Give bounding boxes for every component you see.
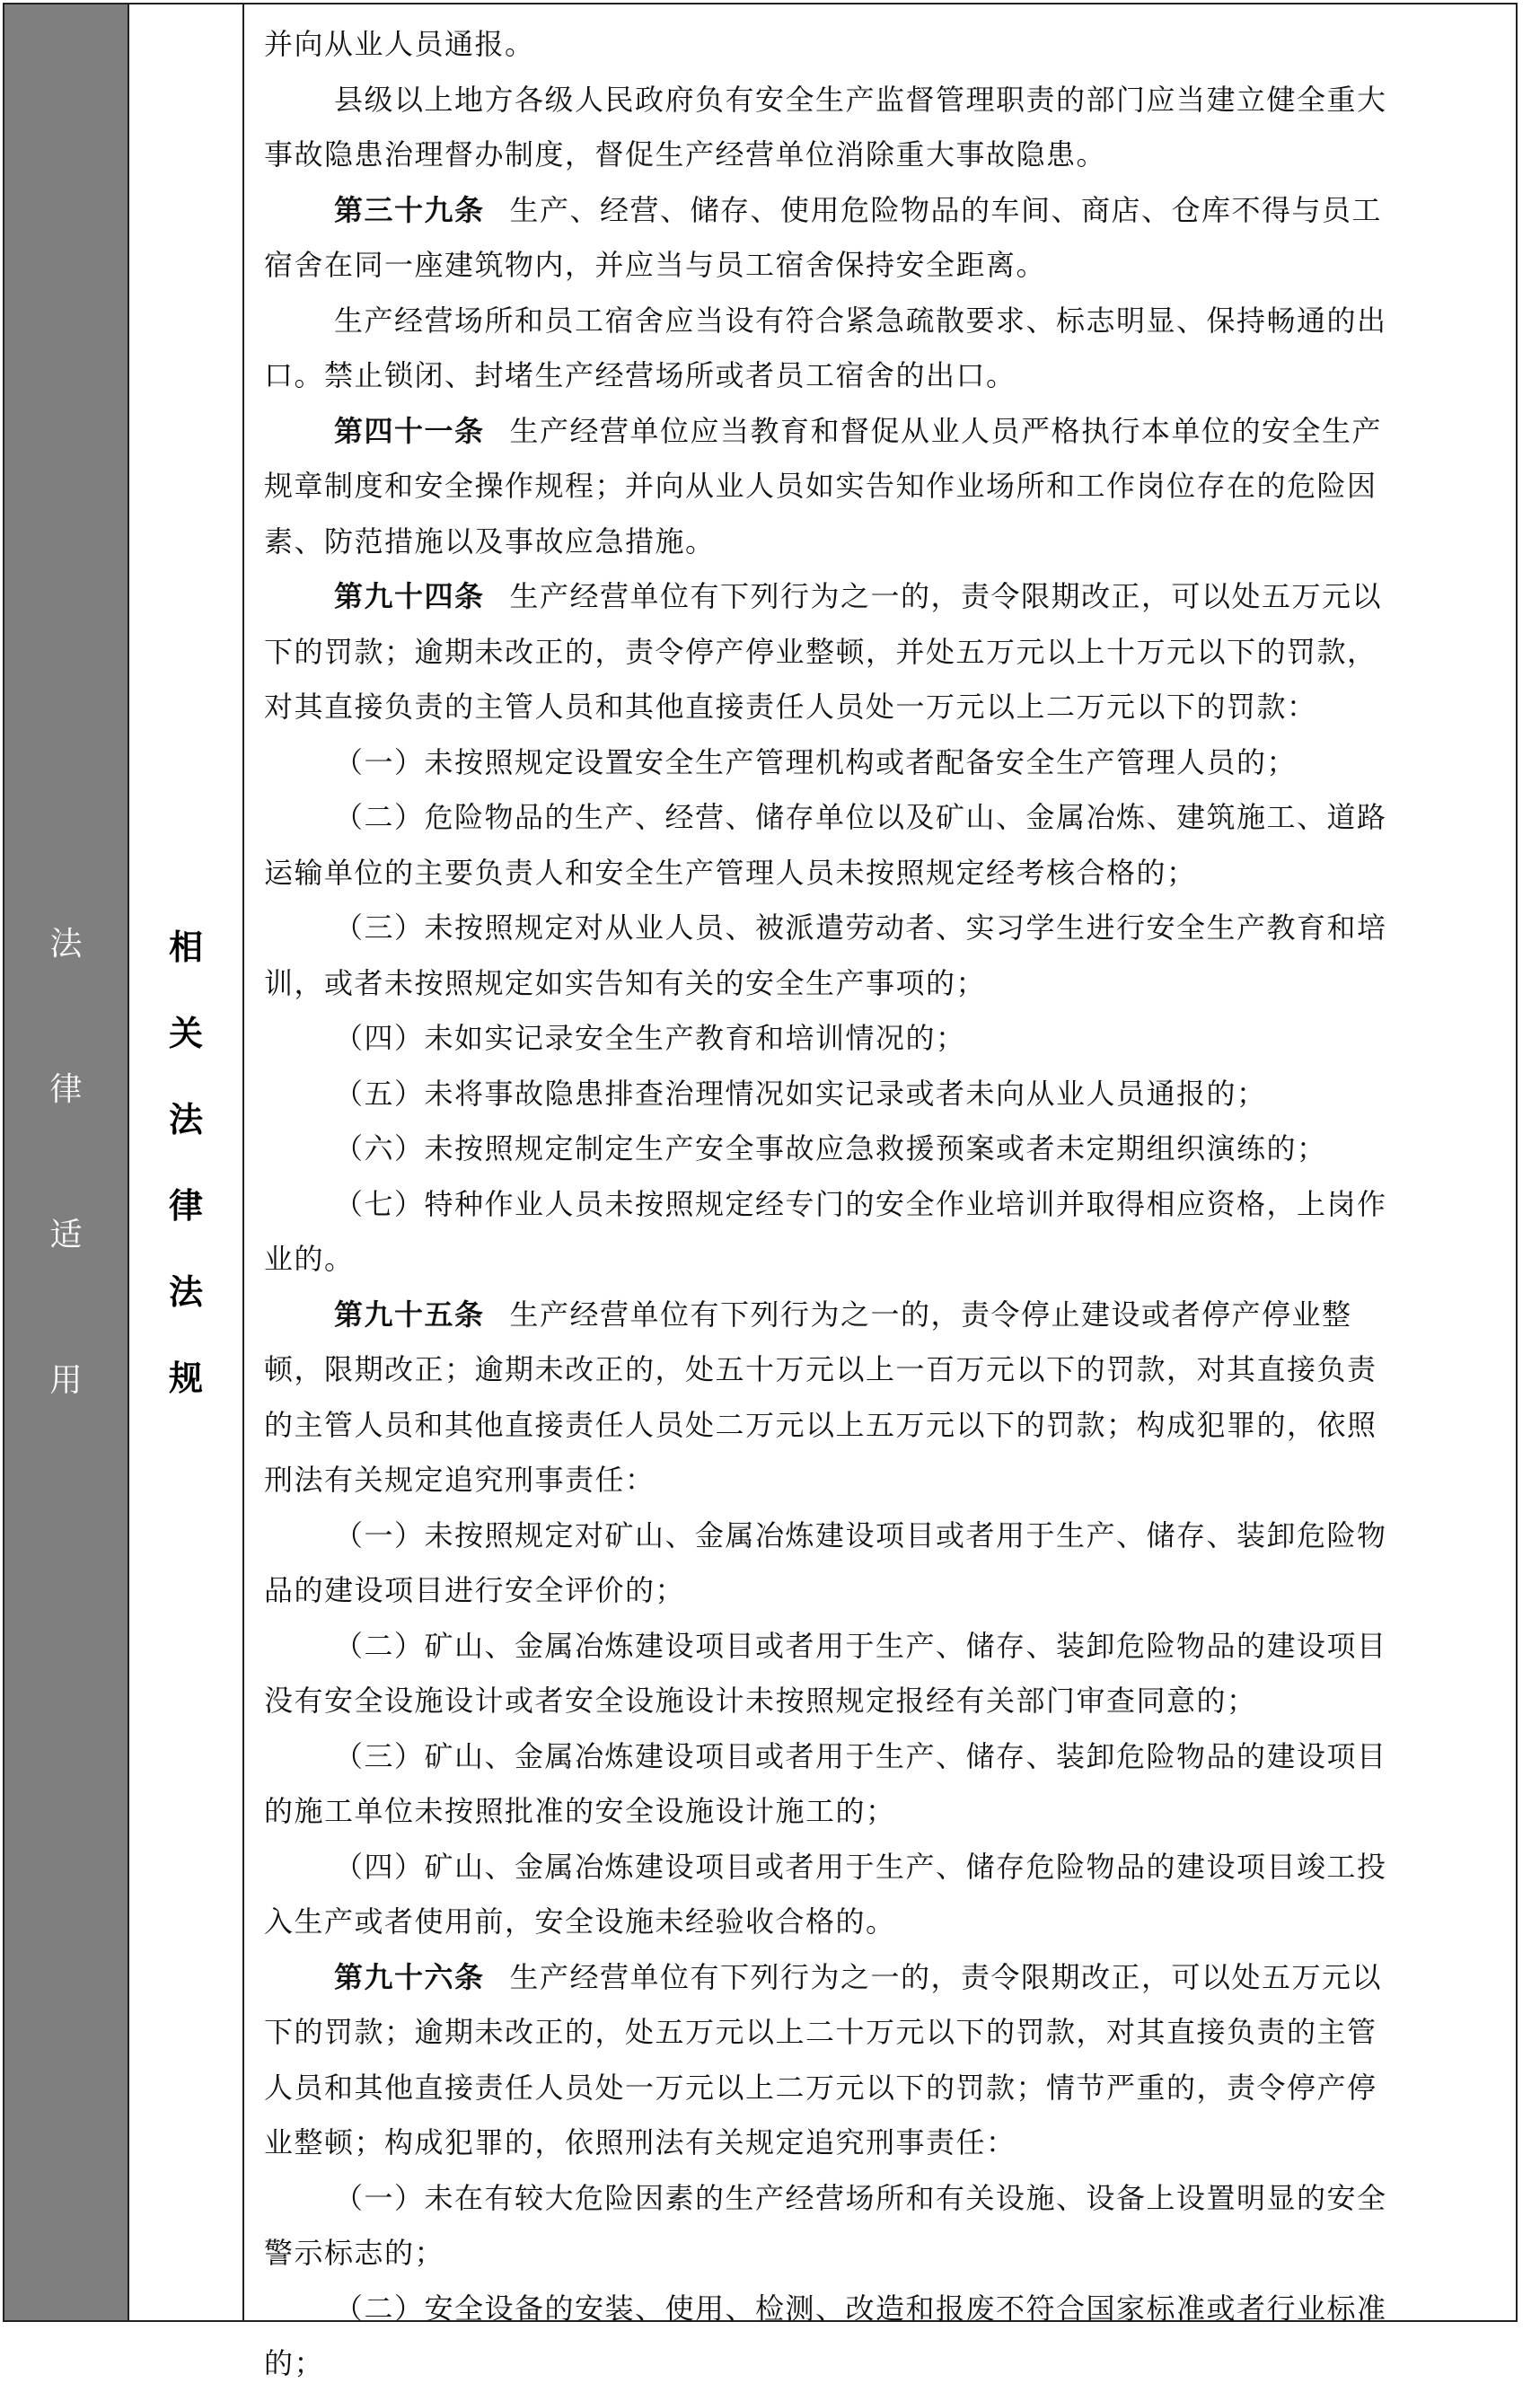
text-line bbox=[264, 514, 1489, 570]
line-text: （二）矿山、金属冶炼建设项目或者用于生产、储存、装卸危险物品的建设项目 bbox=[334, 1628, 1387, 1663]
line-text: 生产经营场所和员工宿舍应当设有符合紧急疏散要求、标志明显、保持畅通的出 bbox=[334, 303, 1387, 338]
line-text: （三）矿山、金属冶炼建设项目或者用于生产、储存、装卸危险物品的建设项目 bbox=[334, 1738, 1387, 1773]
text-line bbox=[264, 1840, 1489, 1895]
article-number: 第九十四条 bbox=[334, 579, 485, 613]
line-text: （七）特种作业人员未按照规定经专门的安全作业培训并取得相应资格，上岗作 bbox=[334, 1186, 1387, 1221]
text-line bbox=[264, 459, 1489, 514]
text-line bbox=[264, 2005, 1489, 2061]
subcategory-column bbox=[129, 4, 244, 2320]
line-text: 警示标志的； bbox=[264, 2236, 445, 2270]
line-text: 事故隐患治理督办制度，督促生产经营单位消除重大事故隐患。 bbox=[264, 137, 1107, 171]
text-line bbox=[264, 1950, 1489, 2006]
line-text: （五）未将事故隐患排查治理情况如实记录或者未向从业人员通报的； bbox=[334, 1076, 1267, 1111]
text-line bbox=[264, 1453, 1489, 1508]
line-text: 并向从业人员通报。 bbox=[264, 27, 535, 61]
text-line bbox=[264, 1011, 1489, 1067]
line-text: 规章制度和安全操作规程；并向从业人员如实告知作业场所和工作岗位存在的危险因 bbox=[264, 469, 1377, 503]
subcategory-char: 规 bbox=[168, 1358, 203, 1398]
line-text: （一）未按照规定对矿山、金属冶炼建设项目或者用于生产、储存、装卸危险物 bbox=[334, 1517, 1387, 1552]
text-line bbox=[264, 2061, 1489, 2116]
line-text: 入生产或者使用前，安全设施未经验收合格的。 bbox=[264, 1904, 896, 1939]
text-line bbox=[264, 625, 1489, 681]
line-text: 的施工单位未按照批准的安全设施设计施工的； bbox=[264, 1794, 896, 1828]
subcategory-char: 法 bbox=[168, 1271, 203, 1312]
text-line bbox=[264, 73, 1489, 128]
text-line bbox=[264, 790, 1489, 846]
article-number: 第九十五条 bbox=[334, 1297, 485, 1332]
text-line bbox=[264, 1784, 1489, 1840]
subcategory-char: 相 bbox=[168, 927, 203, 967]
line-text: 生产、经营、储存、使用危险物品的车间、商店、仓库不得与员工 bbox=[509, 192, 1383, 227]
line-text: 宿舍在同一座建筑物内，并应当与员工宿舍保持安全距离。 bbox=[264, 248, 1047, 282]
category-column bbox=[4, 4, 129, 2320]
line-text: 运输单位的主要负责人和安全生产管理人员未按照规定经考核合格的； bbox=[264, 855, 1197, 890]
subcategory-char: 律 bbox=[168, 1185, 203, 1226]
text-line bbox=[264, 1067, 1489, 1122]
line-text: 刑法有关规定追究刑事责任： bbox=[264, 1463, 656, 1497]
line-text: 人员和其他直接责任人员处一万元以上二万元以下的罚款；情节严重的，责令停产停 bbox=[264, 2070, 1377, 2105]
article-number: 第九十六条 bbox=[334, 1959, 485, 1994]
line-text: 口。禁止锁闭、封堵生产经营场所或者员工宿舍的出口。 bbox=[264, 358, 1016, 392]
text-line bbox=[264, 183, 1489, 239]
line-text: 业整顿；构成犯罪的，依照刑法有关规定追究刑事责任： bbox=[264, 2125, 1016, 2159]
line-text: 县级以上地方各级人民政府负有安全生产监督管理职责的部门应当建立健全重大 bbox=[334, 82, 1387, 117]
line-text: 下的罚款；逾期未改正的，责令停产停业整顿，并处五万元以上十万元以下的罚款， bbox=[264, 634, 1377, 669]
text-line bbox=[264, 680, 1489, 735]
line-text: 生产经营单位有下列行为之一的，责令限期改正，可以处五万元以 bbox=[509, 1959, 1383, 1994]
line-text: 训，或者未按照规定如实告知有关的安全生产事项的； bbox=[264, 965, 987, 1000]
text-line bbox=[264, 348, 1489, 404]
line-text: （六）未按照规定制定生产安全事故应急救援预案或者未定期组织演练的； bbox=[334, 1131, 1327, 1165]
line-text: 没有安全设施设计或者安全设施设计未按照规定报经有关部门审查同意的； bbox=[264, 1684, 1257, 1718]
text-line bbox=[264, 569, 1489, 625]
text-line bbox=[264, 1895, 1489, 1950]
text-line bbox=[264, 1177, 1489, 1233]
line-text: 对其直接负责的主管人员和其他直接责任人员处一万元以上二万元以下的罚款： bbox=[264, 690, 1317, 724]
text-line bbox=[264, 735, 1489, 791]
category-char: 用 bbox=[49, 1361, 83, 1399]
category-char: 律 bbox=[49, 1070, 83, 1108]
text-line bbox=[264, 1342, 1489, 1398]
article-number: 第四十一条 bbox=[334, 413, 485, 448]
line-text: 下的罚款；逾期未改正的，处五万元以上二十万元以下的罚款，对其直接负责的主管 bbox=[264, 2015, 1377, 2049]
line-text: 的； bbox=[264, 2346, 325, 2380]
line-text: （四）矿山、金属冶炼建设项目或者用于生产、储存危险物品的建设项目竣工投 bbox=[334, 1849, 1387, 1884]
subcategory-char: 关 bbox=[168, 1013, 203, 1053]
line-text: （四）未如实记录安全生产教育和培训情况的； bbox=[334, 1021, 966, 1055]
line-text: （一）未按照规定设置安全生产管理机构或者配备安全生产管理人员的； bbox=[334, 744, 1298, 779]
text-line bbox=[264, 956, 1489, 1012]
text-line bbox=[264, 1619, 1489, 1675]
law-table bbox=[3, 3, 1518, 2380]
text-line bbox=[264, 901, 1489, 956]
law-text-body bbox=[244, 4, 1516, 2380]
line-text: （二）安全设备的安装、使用、检测、改造和报废不符合国家标准或者行业标准 bbox=[334, 2291, 1387, 2326]
text-line bbox=[264, 17, 1489, 73]
text-line bbox=[264, 1232, 1489, 1288]
category-char: 适 bbox=[49, 1216, 83, 1253]
line-text: 顿，限期改正；逾期未改正的，处五十万元以上一百万元以下的罚款，对其直接负责 bbox=[264, 1352, 1377, 1386]
text-line bbox=[264, 2226, 1489, 2282]
line-text: 品的建设项目进行安全评价的； bbox=[264, 1573, 686, 1607]
line-text: （二）危险物品的生产、经营、储存单位以及矿山、金属冶炼、建筑施工、道路 bbox=[334, 800, 1387, 834]
line-text: 的主管人员和其他直接责任人员处二万元以上五万元以下的罚款；构成犯罪的，依照 bbox=[264, 1407, 1377, 1442]
line-text: 素、防范措施以及事故应急措施。 bbox=[264, 523, 716, 558]
text-line bbox=[264, 2336, 1489, 2392]
text-line bbox=[264, 1563, 1489, 1619]
text-line bbox=[264, 294, 1489, 349]
line-text: 业的。 bbox=[264, 1242, 355, 1276]
category-char: 法 bbox=[49, 925, 83, 963]
text-line bbox=[264, 128, 1489, 183]
text-line bbox=[264, 2115, 1489, 2171]
subcategory-char: 法 bbox=[168, 1099, 203, 1139]
text-line bbox=[264, 846, 1489, 901]
text-line bbox=[264, 2171, 1489, 2227]
text-line bbox=[264, 1398, 1489, 1454]
line-text: 生产经营单位应当教育和督促从业人员严格执行本单位的安全生产 bbox=[509, 413, 1383, 448]
text-line bbox=[264, 2282, 1489, 2337]
line-text: 生产经营单位有下列行为之一的，责令限期改正，可以处五万元以 bbox=[509, 579, 1383, 613]
text-line bbox=[264, 1121, 1489, 1177]
text-line bbox=[264, 1508, 1489, 1564]
text-line bbox=[264, 1729, 1489, 1785]
text-line bbox=[264, 404, 1489, 460]
text-line bbox=[264, 1674, 1489, 1729]
line-text: （三）未按照规定对从业人员、被派遣劳动者、实习学生进行安全生产教育和培 bbox=[334, 910, 1387, 945]
text-line bbox=[264, 1288, 1489, 1343]
line-text: 生产经营单位有下列行为之一的，责令停止建设或者停产停业整 bbox=[509, 1297, 1352, 1332]
line-text: （一）未在有较大危险因素的生产经营场所和有关设施、设备上设置明显的安全 bbox=[334, 2180, 1387, 2215]
text-line bbox=[264, 238, 1489, 294]
article-number: 第三十九条 bbox=[334, 192, 485, 227]
